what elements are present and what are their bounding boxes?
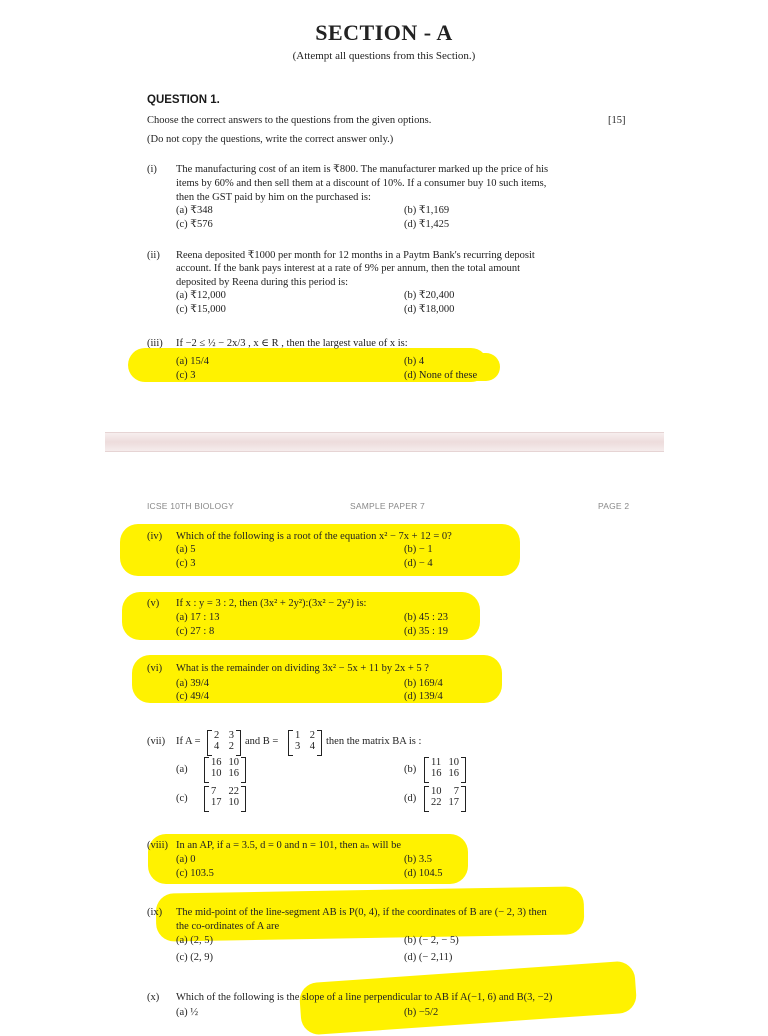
q7-post: then the matrix BA is : [326, 736, 422, 747]
q10-line: Which of the following is the slope of a line perpendicular to AB if A(−1, 6) and B(3, −2) [176, 992, 553, 1003]
q1-line-3: then the GST paid by him on the purchased is: [176, 192, 371, 203]
q1-line-1: The manufacturing cost of an item is ₹800. The manufacturer marked up the price of his [176, 164, 549, 175]
q4-option-a: (a) 5 [176, 544, 196, 555]
q6-option-a: (a) 39/4 [176, 678, 209, 689]
q2-option-a: (a) ₹12,000 [176, 290, 226, 301]
q5-number: (v) [147, 598, 160, 609]
q8-number: (viii) [147, 840, 168, 851]
question-instruction: Choose the correct answers to the questions from the given options. [147, 115, 432, 126]
q2-option-b: (b) ₹20,400 [404, 290, 455, 301]
q2-option-d: (d) ₹18,000 [404, 304, 455, 315]
q9-option-b: (b) (− 2, − 5) [404, 935, 459, 946]
q8-line: In an AP, if a = 3.5, d = 0 and n = 101, then aₙ will be [176, 840, 401, 851]
q8-option-b: (b) 3.5 [404, 854, 432, 865]
q8-option-c: (c) 103.5 [176, 868, 214, 879]
q1-option-c: (c) ₹576 [176, 219, 213, 230]
section-title: SECTION - A [315, 20, 453, 45]
q6-line: What is the remainder on dividing 3x² − 5x + 11 by 2x + 5 ? [176, 663, 429, 674]
q4-line: Which of the following is a root of the equation x² − 7x + 12 = 0? [176, 531, 452, 542]
q3-option-a: (a) 15/4 [176, 356, 209, 367]
q10-option-b: (b) −5/2 [404, 1007, 439, 1018]
q7-number: (vii) [147, 736, 166, 747]
q6-option-b: (b) 169/4 [404, 678, 443, 689]
q9-number: (ix) [147, 907, 163, 918]
q6-number: (vi) [147, 663, 163, 674]
page-header-paper: SAMPLE PAPER 7 [350, 501, 425, 511]
q3-line: If −2 ≤ ½ − 2x/3 , x ∈ R , then the largest value of x is: [176, 338, 408, 349]
q9-option-c: (c) (2, 9) [176, 952, 214, 963]
q1-option-a: (a) ₹348 [176, 205, 213, 216]
question-note: (Do not copy the questions, write the correct answer only.) [147, 134, 394, 145]
q1-line-2: items by 60% and then sell them at a discount of 10%. If a consumer buy 10 such items, [176, 178, 547, 189]
q2-option-c: (c) ₹15,000 [176, 304, 226, 315]
q7-option-b-matrix: 11 10 16 16 [424, 757, 466, 781]
section-subtitle: (Attempt all questions from this Section.) [292, 50, 476, 62]
q7-mid: and B = [245, 736, 279, 747]
q9-line-1: The mid-point of the line-segment AB is P(0, 4), if the coordinates of B are (− 2, 3) then [176, 907, 547, 918]
q7-option-c-label: (c) [176, 793, 188, 804]
q4-option-b: (b) − 1 [404, 544, 433, 555]
q7-option-c-matrix: 7 22 17 10 [204, 786, 246, 810]
q4-option-d: (d) − 4 [404, 558, 433, 569]
q1-option-d: (d) ₹1,425 [404, 219, 450, 230]
q4-number: (iv) [147, 531, 163, 542]
q3-option-d: (d) None of these [404, 370, 478, 381]
q3-number: (iii) [147, 338, 163, 349]
q6-option-d: (d) 139/4 [404, 691, 443, 702]
q1-option-b: (b) ₹1,169 [404, 205, 450, 216]
q1-number: (i) [147, 164, 157, 175]
q9-option-d: (d) (− 2,11) [404, 952, 453, 963]
q9-line-2: the co-ordinates of A are [176, 921, 280, 932]
q7-option-a-matrix: 16 10 10 16 [204, 757, 246, 781]
q3-option-b: (b) 4 [404, 356, 425, 367]
q6-option-c: (c) 49/4 [176, 691, 209, 702]
q2-number: (ii) [147, 250, 160, 261]
q10-number: (x) [147, 992, 160, 1003]
matrix-B: 1 2 3 4 [288, 730, 322, 754]
page-header-page: PAGE 2 [598, 501, 630, 511]
q7-option-d-matrix: 10 7 22 17 [424, 786, 466, 810]
q5-option-c: (c) 27 : 8 [176, 626, 215, 637]
matrix-A: 2 3 4 2 [207, 730, 241, 754]
q5-option-d: (d) 35 : 19 [404, 626, 449, 637]
question-heading: QUESTION 1. [147, 94, 220, 106]
q3-option-c: (c) 3 [176, 370, 196, 381]
q7-option-b-label: (b) [404, 764, 417, 775]
q8-option-a: (a) 0 [176, 854, 196, 865]
q7-option-a-label: (a) [176, 764, 188, 775]
q4-option-c: (c) 3 [176, 558, 196, 569]
q5-option-b: (b) 45 : 23 [404, 612, 449, 623]
q2-line-1: Reena deposited ₹1000 per month for 12 months in a Paytm Bank's recurring deposit [176, 250, 535, 261]
q5-option-a: (a) 17 : 13 [176, 612, 220, 623]
q10-option-a: (a) ½ [176, 1007, 199, 1018]
question-marks: [15] [608, 115, 626, 126]
q2-line-2: account. If the bank pays interest at a rate of 9% per annum, then the total amount [176, 263, 521, 274]
page-header-subject: ICSE 10TH BIOLOGY [147, 501, 235, 511]
q9-option-a: (a) (2, 5) [176, 935, 214, 946]
q8-option-d: (d) 104.5 [404, 868, 443, 879]
q7-option-d-label: (d) [404, 793, 417, 804]
q5-line: If x : y = 3 : 2, then (3x² + 2y²):(3x² − 2y²) is: [176, 598, 367, 609]
q7-pre: If A = [176, 736, 201, 747]
page-break-divider [105, 432, 664, 452]
q2-line-3: deposited by Reena during this period is: [176, 277, 349, 288]
